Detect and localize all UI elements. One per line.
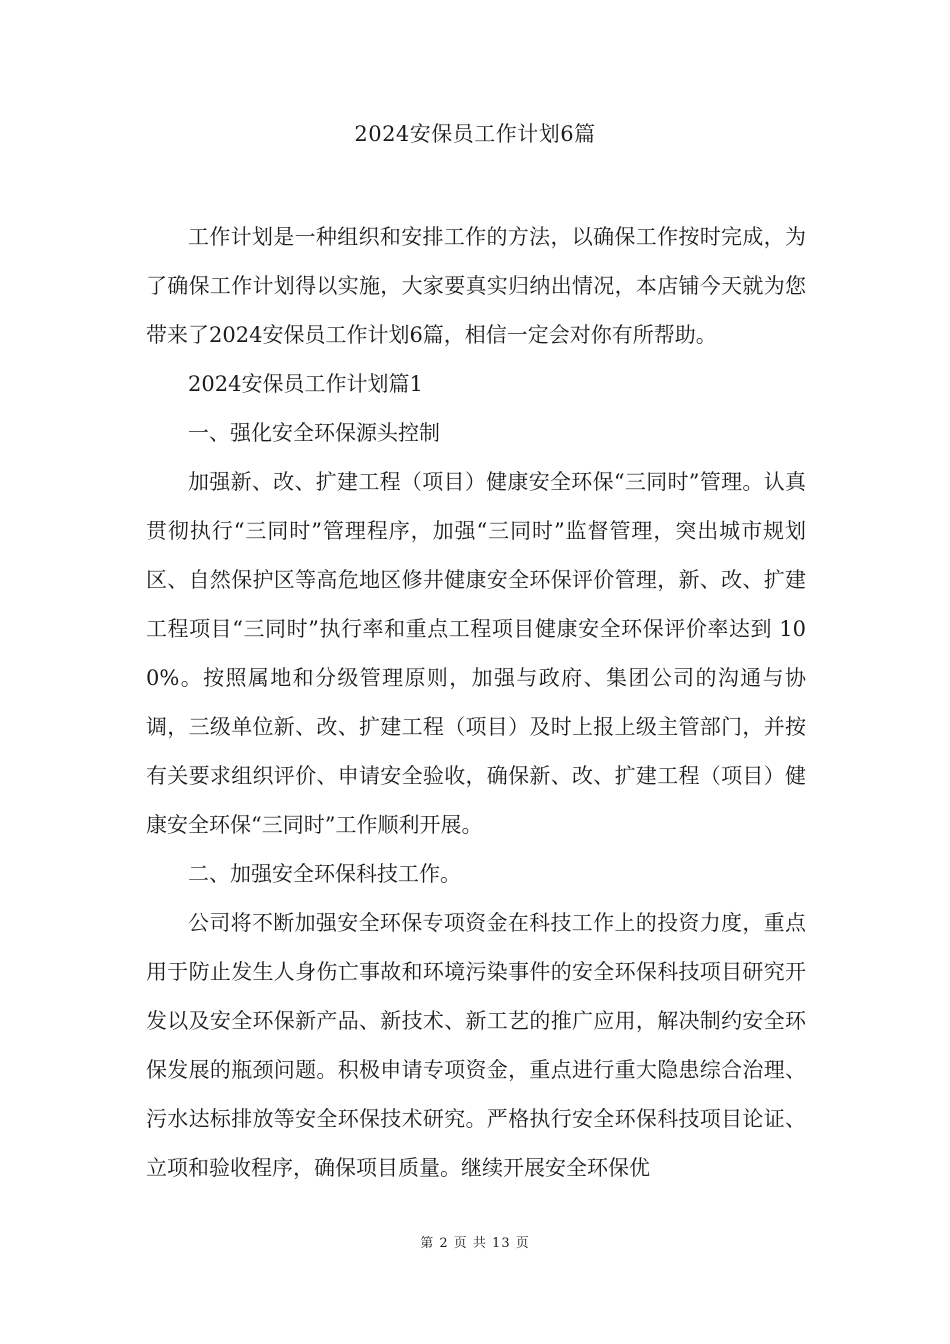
subheading-2: 二、加强安全环保科技工作。 — [188, 862, 461, 886]
paragraph-body-1: 加强新、改、扩建工程（项目）健康安全环保“三同时”管理。认真贯彻执行“三同时”管理程序，加强“三同时”监督管理，突出城市规划区、自然保护区等高危地区修井健康安全环保评价管理，新、改、扩建工程项目“三同时”执行率和重点工程项目健康安全环保评价率达到 100%。按照属地和分级管理原则，加强与政府、集团公司的沟通与协调，三级单位新、改、扩建工程（项目）及时上报上级主管部门，并按有关要求组织评价、申请安全验收，确保新、改、扩建工程（项目）健康安全环保“三同时”工作顺利开展。 — [146, 470, 806, 837]
document-body — [146, 213, 806, 1193]
paragraph-intro: 工作计划是一种组织和安排工作的方法，以确保工作按时完成，为了确保工作计划得以实施，大家要真实归纳出情况，本店铺今天就为您带来了2024安保员工作计划6篇，相信一定会对你有所帮助。 — [146, 225, 806, 347]
section-heading-plan-1: 2024安保员工作计划篇1 — [188, 372, 423, 396]
paragraph-body-2: 公司将不断加强安全环保专项资金在科技工作上的投资力度，重点用于防止发生人身伤亡事故和环境污染事件的安全环保科技项目研究开发以及安全环保新产品、新技术、新工艺的推广应用，解决制约安全环保发展的瓶颈问题。积极申请专项资金，重点进行重大隐患综合治理、污水达标排放等安全环保技术研究。严格执行安全环保科技项目论证、立项和验收程序，确保项目质量。继续开展安全环保优 — [146, 911, 806, 1180]
subheading-1: 一、强化安全环保源头控制 — [188, 421, 440, 445]
page-footer: 第 2 页 共 13 页 — [420, 1236, 530, 1251]
document-title: 2024安保员工作计划6篇 — [354, 122, 596, 146]
